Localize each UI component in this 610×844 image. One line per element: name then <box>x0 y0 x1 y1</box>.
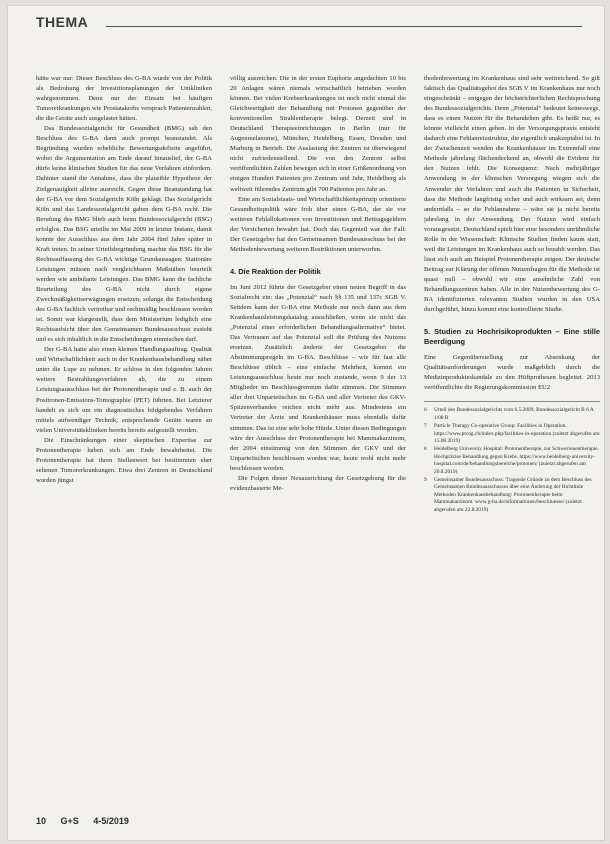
paragraph: Eine Gegenüberstellung zur Absenkung der Qualitätsanforderungen wurde maßgeblich durch die Medizinprodukteskandale zu den Hüftprothesen begleitet. 2013 veröffentlichte die Regierungskommission EU2 <box>424 354 600 392</box>
paragraph: Das Bundessozialgericht für Gesundheit (BMG) sah den Beschluss des G-BA dann auch prompt beanstandet. Als Begründung wurden erhebliche Bewertungsdefizite angeführt, wobei die Argumentation am Ende darauf hinauslief, der G-BA dürfe keine klinischen Studien für das neue Verfahren einfordern. Dahinter stand die Annahme, dass die plausible Hypothese der Zielgenauigkeit alleine ausreicht. Gegen diese Beanstandung hat der G-BA vor dem Sozialgericht Köln geklagt. Das Sozialgericht Köln und das Landessozialgericht gaben dem G-BA recht. Die Berufung des BMG blieb auch beim Bundessozialgericht (BSG) erfolglos. Das BSG urteilte im Mai 2009 in letzter Instanz, damit konnte der Ausschluss aus dem Jahr 2004 fünf Jahre später in Kraft treten. In seiner Urteilsbegründung machte das BSG für die Rechtsauffassung des G-BA wichtige Grundaussagen: Stationäre Leistungen müssen nach vergleichbaren Maßstäben beurteilt werden wie ambulante Leistungen. Das BMG kann die fachliche Beurteilung des G-BA nicht durch eigene Zweckmäßigkeitserwägungen ersetzen, solange die Entscheidung des G-BA fachlich vertretbar und rechtmäßig beschlossen worden ist. Somit war klargestellt, dass dem Ministerium lediglich eine Rechtsaufsicht über den Gemeinsamen Bundesausschuss zusteht und es sich inhaltlich in die Entscheidungen einmischen darf. <box>36 125 212 344</box>
footnote-text: Heidelberg University Hospital: Protonentherapie, zur Schwerionentherapie. Hochpräzise Behandlung gegen Krebs. https://www.heidelberg-university-hospital.com/de/behandlungsbereiche/protonen/ (zuletzt abgerufen am 20.8.2019) <box>434 446 600 475</box>
paragraph: völlig ausreichen. Die in der ersten Euphorie angedachten 10 bis 20 Anlagen wären niemals wirtschaftlich betrieben worden können. Bei vielen Krebserkrankungen ist noch nicht einmal die Gleichwertigkeit der Behandlung mit Protonen gegenüber der konventionellen Strahlentherapie belegt. Derzeit sind in Deutschland Therapieeinrichtungen in Berlin (nur für Augenmelanome), München, Heidelberg, Essen, Dresden und Marburg in Betrieb. Die Auslastung der Zentren ist überwiegend nicht zufriedenstellend. Die von den Zentren selbst veröffentlichten Zahlen bewegen sich in einer Größenordnung von einigen Hundert Patienten pro Zentrum und Jahr, Heidelberg als weltweit führendes Zentrum gibt 700 Patienten pro Jahr an. <box>230 75 406 193</box>
page-footer <box>36 816 141 826</box>
paragraph: thodenbewertung im Krankenhaus sind sehr weitreichend. So gilt faktisch das Qualitätsgebot des SGB V im Krankenhaus nur noch eingeschränkt – entgegen der höchstrichterlichen Rechtsprechung des Bundessozialgerichts. Denn „Potenzial“ bedeutet keineswegs, dass es einen Nutzen für die Behandelten gibt. Es heißt nur, es könnte vielleicht einen geben. In der Versorgungspraxis entsteht dadurch eine Fehlanreizstruktur, die eigentlich unakzeptabel ist. In der Zwischenzeit wenden die Krankenhäuser im Extremfall eine Methode jahrelang flächendeckend an, obwohl die Evidenz für den Nutzen fehlt. Die Konsequenz: Nach mehrjähriger Anwendung in der klinischen Versorgung wiegen sich die Anwender der Verfahren und auch die Patienten in Sicherheit, dass die Methode langfristig sicher und auch wirksam sei, denn andernfalls – so die Fehlannahme – wäre sie ja nicht bereits jahrelang in der Anwendung. Der Nutzen wird einfach vorausgesetzt. Deutschland spielt hier eine besonders unrühmliche Rolle in der Wissenschaft: Klinische Studien finden kaum statt, weil die Leistungen im Krankenhaus auch so bezahlt werden. Das lässt sich auch am Beispiel Protonentherapie zeigen: Der deutsche Beitrag zur Klärung der offenen Nutzenfragen für die Methode ist quasi null – obwohl wir eine ansehnliche Zahl von Behandlungszentren haben. Alle in der Nutzenbewertung des G-BA identifizierten relevanten Studien wurden in den USA durchgeführt, hinzu kommt eine kontrollierte Studie. <box>424 75 600 314</box>
paragraph: hätte war nur: Dieser Beschluss des G-BA wurde von der Politik als Bedrohung der Investitionsplanungen der Unikliniken wahrgenommen. Denn nur der Einsatz bei häufigen Tumorerkrankungen wie Prostatakrebs versprach Patientenzahlen, die die Geräte auch ausgelastet hätten. <box>36 75 212 123</box>
footnote-text: Gemeinsamer Bundesausschuss: Tragende Gründe zu dem Beschluss des Gemeinsamen Bundesausschusses über eine Änderung der Richtlinie Methoden Krankenhausbehandlung: Protonentherapie beim Mammakarzinom. www.g-ba.de/informationen/beschluesse/ (zuletzt abgerufen am 22.8.2019) <box>434 476 592 513</box>
footnote-number: 7 <box>424 423 427 430</box>
footnote <box>424 423 600 445</box>
footnote-number: 6 <box>424 407 427 414</box>
paragraph: Im Juni 2012 führte der Gesetzgeber einen neuen Begriff in das Sozialrecht ein: das „Potenzial“ nach §§ 135 und 137c SGB V. Seitdem kann der G-BA eine Methode nur noch dann aus dem Krankenhausleistungskatalog ausschließen, wenn sie nicht das „Potenzial einer erforderlichen Behandlungsalternative“ bietet. Das Vertrauen auf das Potenzial soll die Prüfung des Nutzens ersetzen. Zusätzlich änderte der Gesetzgeber die Abstimmungsregeln im G-BA. Beschlüsse – wie für fast alle Beschlüsse üblich – eine einfache Mehrheit, kommt ein Leistungsausschluss heute nur noch zustande, wenn 9 der 13 Mitglieder im Beschlussgremium dafür stimmen. Die Stimmen aller drei Unparteiischen im G-BA und aller Vertreter des GKV-Spitzenverbandes reichen nicht mehr aus. Mindestens ein Vertreter der Ärzte und Krankenhäuser muss ebenfalls dafür stimmen. Das ist eine sehr hohe Hürde. Unter diesen Bedingungen wäre der Ausschluss der Protonentherapie bei Mammakarzinom, der 2004 einstimmig von den Stimmen der GKV und der Unparteiischen beschlossen worden war, heute wohl nicht mehr beschlossen worden. <box>230 283 406 472</box>
footnote-text: Particle Therapy Co-operative Group: Facilities in Operation. https://www.ptcog.ch/index.php/facilities-in-operation (zuletzt abgerufen am 15.08.2019) <box>434 423 600 444</box>
page-number: 10 <box>36 816 47 826</box>
column-right <box>424 74 600 515</box>
paragraph: Die Folgen dieser Neuausrichtung der Gesetzgebung für die evidenzbasierte Me- <box>230 474 406 492</box>
section-title-politik: 4. Die Reaktion der Politik <box>230 266 321 276</box>
footnote <box>424 446 600 476</box>
footnote-text: Urteil des Bundessozialgerichts vom 6.5.2009, Bundessozialgericht B 6 A 1/08 R <box>434 407 594 421</box>
header-rule <box>106 26 582 27</box>
section-header: THEMA <box>36 14 89 30</box>
footnote-number: 8 <box>424 446 427 453</box>
issue-number: 4-5/2019 <box>93 816 129 826</box>
column-middle <box>230 74 406 494</box>
column-left <box>36 74 212 486</box>
footnotes <box>424 401 600 514</box>
footnote <box>424 407 600 422</box>
paragraph: Der G-BA hatte also einen kleinen Handlungsauftrag. Qualität und Wirtschaftlichkeit auch in der Krankenhausbehandlung näher unter die Lupe zu nehmen. Er schloss in den folgenden Jahren weitere Bestrahlungsverfahren ab, die zu einem Leistungsausschluss bei der Protonentherapie und z. B. auch der Positronen-Emissions-Tomographie (PET) führten. Bei Letzterer handelt es sich um ein diagnostisches bildgebendes Verfahren mittels aufwendiger Technik, entsprechende Geräte waren an vielen Universitätskliniken bereits bereits aufgestellt worden. <box>36 346 212 434</box>
magazine-name: G+S <box>60 816 79 826</box>
footnote-number: 9 <box>424 476 427 483</box>
footnote <box>424 477 600 514</box>
paragraph: Die Einschränkungen einer skeptischen Expertise zur Protonentherapie haben sich am Ende bewahrheitet. Die Protonentherapie hat ihren Stellenwert bei bestimmten eher seltenen Tumorerkrankungen. Etwa drei Zentren in Deutschland wurden jüngst <box>36 436 212 484</box>
paragraph: Eine am Sozialstaats- und Wirtschaftlichkeitsprinzip orientierte Gesundheitspolitik wäre froh über einen G-BA, der sie vor weiteren Fehlallokationen von Investitionen und Beitragsgeldern der Versicherten bewahrt hat. Doch das Gegenteil war der Fall: Der Gesetzgeber hat den Gemeinsamen Bundesausschuss bei der Methodenbewertung weiteren Restriktionen unterworfen. <box>230 195 406 253</box>
section-title-hochrisiko: 5. Studien zu Hochrisikoprodukten – Eine stille Beerdigung <box>424 327 600 347</box>
magazine-page <box>8 6 604 840</box>
